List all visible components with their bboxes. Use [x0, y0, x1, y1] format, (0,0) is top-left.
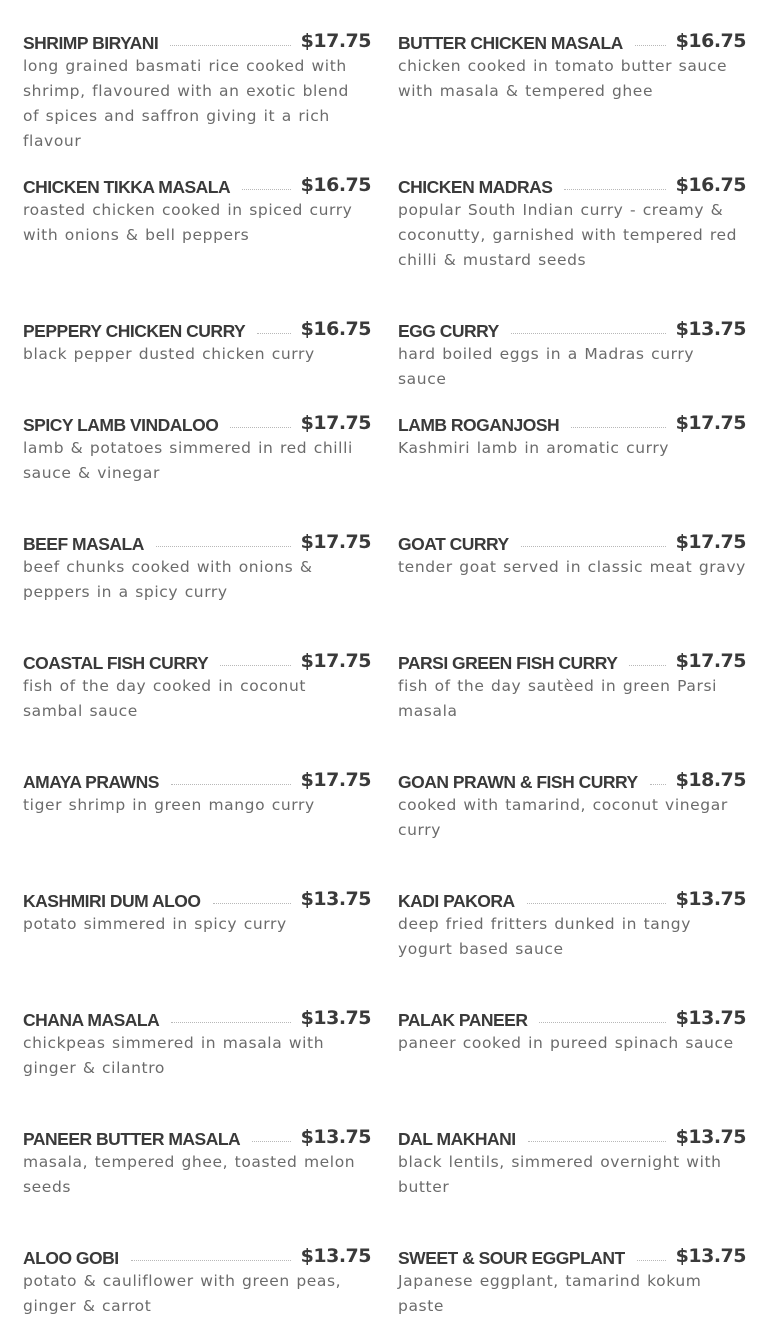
menu-item-header: [23, 1241, 371, 1269]
menu-item-description: lamb & potatoes simmered in red chilli sauce & vinegar: [23, 439, 353, 482]
dotted-leader: [170, 45, 290, 46]
menu-item-description: hard boiled eggs in a Madras curry sauce: [398, 345, 695, 388]
menu-item-price: $13.75: [300, 888, 371, 910]
menu-item-name: LAMB ROGANJOSH: [398, 415, 560, 435]
dotted-leader: [220, 665, 291, 666]
dotted-leader: [230, 427, 290, 428]
menu-item: [23, 170, 371, 248]
menu-item-name: SPICY LAMB VINDALOO: [23, 415, 219, 435]
menu-item-name: AMAYA PRAWNS: [23, 772, 159, 792]
menu-item-header: [23, 1003, 371, 1031]
dotted-leader: [650, 784, 666, 785]
menu-item: [23, 314, 371, 367]
menu-item-description: roasted chicken cooked in spiced curry with onions & bell peppers: [23, 201, 353, 244]
menu-item: [398, 527, 746, 580]
menu-item: [398, 26, 746, 104]
menu-item-price: $17.75: [300, 531, 371, 553]
menu-item-header: [23, 26, 371, 54]
menu-item-name: GOAN PRAWN & FISH CURRY: [398, 772, 638, 792]
menu-item-description: tiger shrimp in green mango curry: [23, 796, 315, 814]
menu-item-description: tender goat served in classic meat gravy: [398, 558, 746, 576]
menu-item-header: [23, 408, 371, 436]
menu-item-name: BEEF MASALA: [23, 534, 144, 554]
menu-item-description: potato & cauliflower with green peas, ginger & carrot: [23, 1272, 342, 1315]
menu-item-price: $13.75: [675, 1007, 746, 1029]
menu-item-price: $17.75: [300, 30, 371, 52]
dotted-leader: [156, 546, 291, 547]
menu-item-header: [398, 884, 746, 912]
dotted-leader: [252, 1141, 290, 1142]
menu-item-header: [23, 527, 371, 555]
menu-item-description: Japanese eggplant, tamarind kokum paste: [398, 1272, 702, 1315]
menu-item-name: CHICKEN MADRAS: [398, 177, 553, 197]
menu-item-header: [398, 1003, 746, 1031]
dotted-leader: [242, 189, 291, 190]
menu-item-name: COASTAL FISH CURRY: [23, 653, 209, 673]
menu-item-header: [398, 1122, 746, 1150]
menu-item-name: SWEET & SOUR EGGPLANT: [398, 1248, 625, 1268]
dotted-leader: [635, 45, 666, 46]
menu-item-price: $17.75: [675, 650, 746, 672]
menu-item-header: [398, 527, 746, 555]
menu-item: [398, 884, 746, 962]
menu-item-price: $16.75: [675, 30, 746, 52]
menu-item-header: [398, 1241, 746, 1269]
menu-item-price: $13.75: [300, 1007, 371, 1029]
menu-item-description: long grained basmati rice cooked with shrimp, flavoured with an exotic blend of spices and saffron giving it a rich flavour: [23, 57, 349, 150]
menu-item-name: SHRIMP BIRYANI: [23, 33, 159, 53]
menu-item-name: GOAT CURRY: [398, 534, 509, 554]
menu-item: [398, 408, 746, 461]
menu-item: [398, 314, 746, 392]
menu-item-description: popular South Indian curry - creamy & coconutty, garnished with tempered red chilli & mustard seeds: [398, 201, 738, 269]
menu-item-name: KASHMIRI DUM ALOO: [23, 891, 201, 911]
menu-item-description: black pepper dusted chicken curry: [23, 345, 315, 363]
menu-item-price: $13.75: [675, 888, 746, 910]
menu-item: [398, 1241, 746, 1319]
menu-item-price: $17.75: [300, 650, 371, 672]
dotted-leader: [528, 1141, 666, 1142]
menu-item-name: BUTTER CHICKEN MASALA: [398, 33, 623, 53]
menu-item-header: [23, 1122, 371, 1150]
menu-item: [23, 26, 371, 154]
dotted-leader: [521, 546, 666, 547]
menu-item: [398, 765, 746, 843]
menu-item-name: ALOO GOBI: [23, 1248, 119, 1268]
menu-item-header: [23, 314, 371, 342]
menu-item-description: masala, tempered ghee, toasted melon seeds: [23, 1153, 356, 1196]
menu-item-description: beef chunks cooked with onions & peppers in a spicy curry: [23, 558, 313, 601]
menu-item-name: PALAK PANEER: [398, 1010, 528, 1030]
menu-item-description: fish of the day sautèed in green Parsi masala: [398, 677, 718, 720]
dotted-leader: [539, 1022, 665, 1023]
menu-item-header: [398, 26, 746, 54]
menu-item-header: [23, 170, 371, 198]
menu-item-name: PEPPERY CHICKEN CURRY: [23, 321, 246, 341]
menu-item-description: fish of the day cooked in coconut sambal sauce: [23, 677, 307, 720]
menu-item: [23, 646, 371, 724]
dotted-leader: [257, 333, 290, 334]
menu-item: [398, 646, 746, 724]
dotted-leader: [171, 1022, 290, 1023]
menu-item-description: black lentils, simmered overnight with butter: [398, 1153, 722, 1196]
menu-item: [23, 1241, 371, 1319]
dotted-leader: [637, 1260, 666, 1261]
menu-item-name: PANEER BUTTER MASALA: [23, 1129, 241, 1149]
menu-item: [23, 1003, 371, 1081]
menu-item-header: [23, 765, 371, 793]
menu-item-description: paneer cooked in pureed spinach sauce: [398, 1034, 734, 1052]
menu-item: [23, 884, 371, 937]
menu-item-price: $17.75: [675, 412, 746, 434]
dotted-leader: [527, 903, 666, 904]
menu-item-header: [23, 884, 371, 912]
menu-item: [398, 1003, 746, 1056]
menu-item-price: $13.75: [675, 318, 746, 340]
menu-item: [23, 765, 371, 818]
dotted-leader: [171, 784, 291, 785]
menu-item-price: $13.75: [675, 1245, 746, 1267]
dotted-leader: [131, 1260, 291, 1261]
menu-item-price: $16.75: [675, 174, 746, 196]
menu-item: [23, 1122, 371, 1200]
menu-item-header: [23, 646, 371, 674]
menu-item-price: $13.75: [300, 1245, 371, 1267]
dotted-leader: [629, 665, 665, 666]
menu-item-price: $17.75: [300, 412, 371, 434]
menu-item-price: $17.75: [300, 769, 371, 791]
menu-item-header: [398, 646, 746, 674]
menu-item-header: [398, 170, 746, 198]
menu-item-price: $16.75: [300, 318, 371, 340]
menu-item-description: potato simmered in spicy curry: [23, 915, 287, 933]
menu-item-name: DAL MAKHANI: [398, 1129, 516, 1149]
menu-item: [398, 170, 746, 273]
menu-item-name: KADI PAKORA: [398, 891, 515, 911]
menu-item-description: cooked with tamarind, coconut vinegar curry: [398, 796, 728, 839]
menu-item-price: $16.75: [300, 174, 371, 196]
menu-item-description: chicken cooked in tomato butter sauce with masala & tempered ghee: [398, 57, 728, 100]
dotted-leader: [511, 333, 666, 334]
dotted-leader: [571, 427, 665, 428]
menu-item: [398, 1122, 746, 1200]
menu-item-name: CHICKEN TIKKA MASALA: [23, 177, 231, 197]
menu-item-price: $13.75: [675, 1126, 746, 1148]
menu-item-price: $13.75: [300, 1126, 371, 1148]
menu-item-price: $17.75: [675, 531, 746, 553]
menu-item-description: chickpeas simmered in masala with ginger & cilantro: [23, 1034, 325, 1077]
menu-item-description: deep fried fritters dunked in tangy yogurt based sauce: [398, 915, 691, 958]
menu-item-description: Kashmiri lamb in aromatic curry: [398, 439, 670, 457]
menu-item-price: $18.75: [675, 769, 746, 791]
menu-item: [23, 408, 371, 486]
menu-item-header: [398, 314, 746, 342]
menu-item-name: EGG CURRY: [398, 321, 499, 341]
menu-item-header: [398, 408, 746, 436]
dotted-leader: [213, 903, 291, 904]
menu-item-name: CHANA MASALA: [23, 1010, 160, 1030]
dotted-leader: [564, 189, 665, 190]
menu-item-name: PARSI GREEN FISH CURRY: [398, 653, 618, 673]
menu-item: [23, 527, 371, 605]
menu-item-header: [398, 765, 746, 793]
